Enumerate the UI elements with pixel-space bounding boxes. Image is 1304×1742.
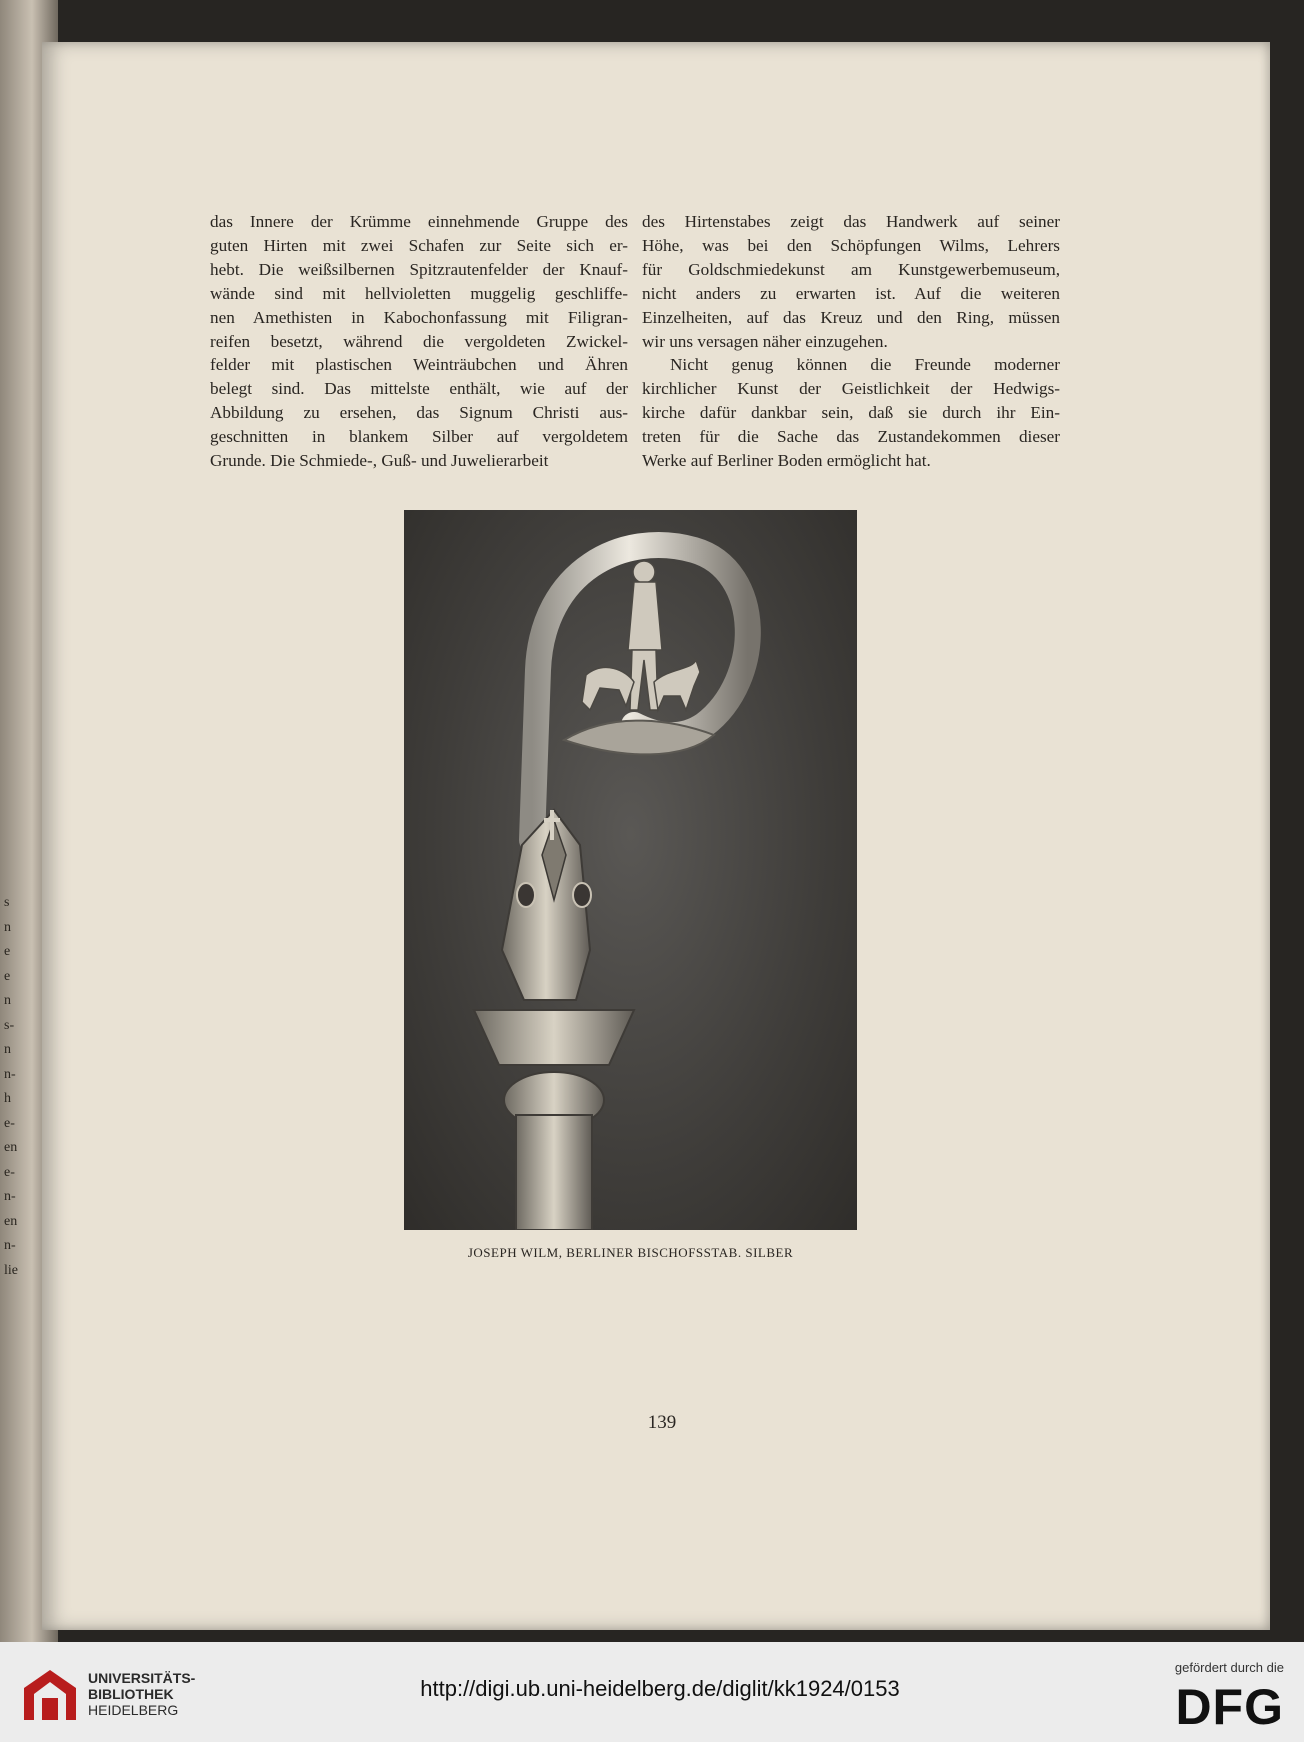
crozier-photograph (404, 510, 857, 1230)
facing-page-text-fragment: e (4, 944, 11, 959)
text-line: Höhe, was bei den Schöpfungen Wilms, Lehrers (642, 235, 1060, 255)
library-logo-icon (20, 1664, 80, 1726)
funding-label: gefördert durch die (1174, 1660, 1284, 1675)
text-line: Abbildung zu ersehen, das Signum Christi aus- (210, 403, 628, 423)
text-line: Werke auf Berliner Boden ermöglicht hat. (642, 451, 931, 471)
library-name (88, 1670, 195, 1718)
facing-page-text-fragment: n (4, 993, 11, 1008)
facing-page-text-fragment: s- (4, 1017, 15, 1033)
figure-caption: JOSEPH WILM, BERLINER BISCHOFSSTAB. SILBER (467, 1245, 794, 1260)
library-name-line-1: UNIVERSITÄTS- (88, 1670, 196, 1686)
text-line: das Innere der Krümme einnehmende Gruppe des (210, 212, 628, 231)
text-line: für Goldschmiedekunst am Kunstgewerbemuseum, (642, 259, 1060, 279)
text-line: guten Hirten mit zwei Schafen zur Seite sich er- (210, 235, 628, 255)
text-line: des Hirtenstabes zeigt das Handwerk auf seiner (642, 212, 1060, 231)
text-line: Nicht genug können die Freunde moderner (670, 355, 1060, 375)
digitization-footer (0, 1642, 1304, 1742)
text-line: kirchlicher Kunst der Geistlichkeit der Hedwigs- (642, 379, 1060, 399)
text-line: treten für die Sache das Zustandekommen dieser (642, 427, 1060, 447)
facing-page-text-fragment: n (4, 1042, 11, 1057)
facing-page-text-fragment: n- (4, 1189, 16, 1204)
facing-page-text-fragment: en (4, 1213, 18, 1229)
facing-page-text-fragment: en (4, 1140, 18, 1155)
facing-page-text-fragment: s (4, 895, 10, 910)
text-line: geschnitten in blankem Silber auf vergoldetem (210, 427, 628, 447)
facing-page-text-fragment: n (4, 919, 11, 935)
text-line: felder mit plastischen Weinträubchen und Ähren (210, 355, 628, 375)
facing-page-text-fragment: e (4, 968, 11, 984)
library-name-line-2: BIBLIOTHEK (88, 1686, 174, 1702)
facing-page-text-fragment: lie (4, 1262, 18, 1278)
text-line: nen Amethisten in Kabochonfassung mit Filigran- (210, 307, 628, 327)
permalink-url[interactable]: http://digi.ub.uni-heidelberg.de/diglit/kk1924/0153 (420, 1676, 900, 1701)
text-line: Einzelheiten, auf das Kreuz und den Ring, müssen (642, 307, 1060, 327)
text-line: Grunde. Die Schmiede-, Guß- und Juwelierarbeit (210, 451, 549, 471)
facing-page-text-fragment: n- (4, 1066, 16, 1082)
text-line: wir uns versagen näher einzugehen. (642, 331, 888, 351)
text-line: nicht anders zu erwarten ist. Auf die weiteren (642, 283, 1060, 303)
text-line: reifen besetzt, während die vergoldeten Zwickel- (210, 331, 628, 351)
facing-page-text-fragment: n- (4, 1238, 16, 1253)
text-column-right (642, 210, 1060, 473)
facing-page-text-fragment: e- (4, 1115, 15, 1131)
text-line: belegt sind. Das mittelste enthält, wie auf der (210, 379, 628, 399)
page-number: 139 (647, 1412, 677, 1433)
book-page (42, 42, 1270, 1630)
text-column-left (210, 210, 628, 473)
facing-page-text-fragment: e- (4, 1164, 15, 1180)
text-line: kirche dafür dankbar sein, daß sie durch ihr Ein- (642, 403, 1060, 423)
text-line: hebt. Die weißsilbernen Spitzrautenfelder der Knauf- (210, 259, 628, 279)
dfg-logo: DFG (1175, 1679, 1284, 1735)
library-name-line-3: HEIDELBERG (88, 1702, 179, 1718)
facing-page-text-fragment: h (4, 1091, 11, 1106)
text-line: wände sind mit hellvioletten muggelig geschliffe- (210, 283, 628, 303)
